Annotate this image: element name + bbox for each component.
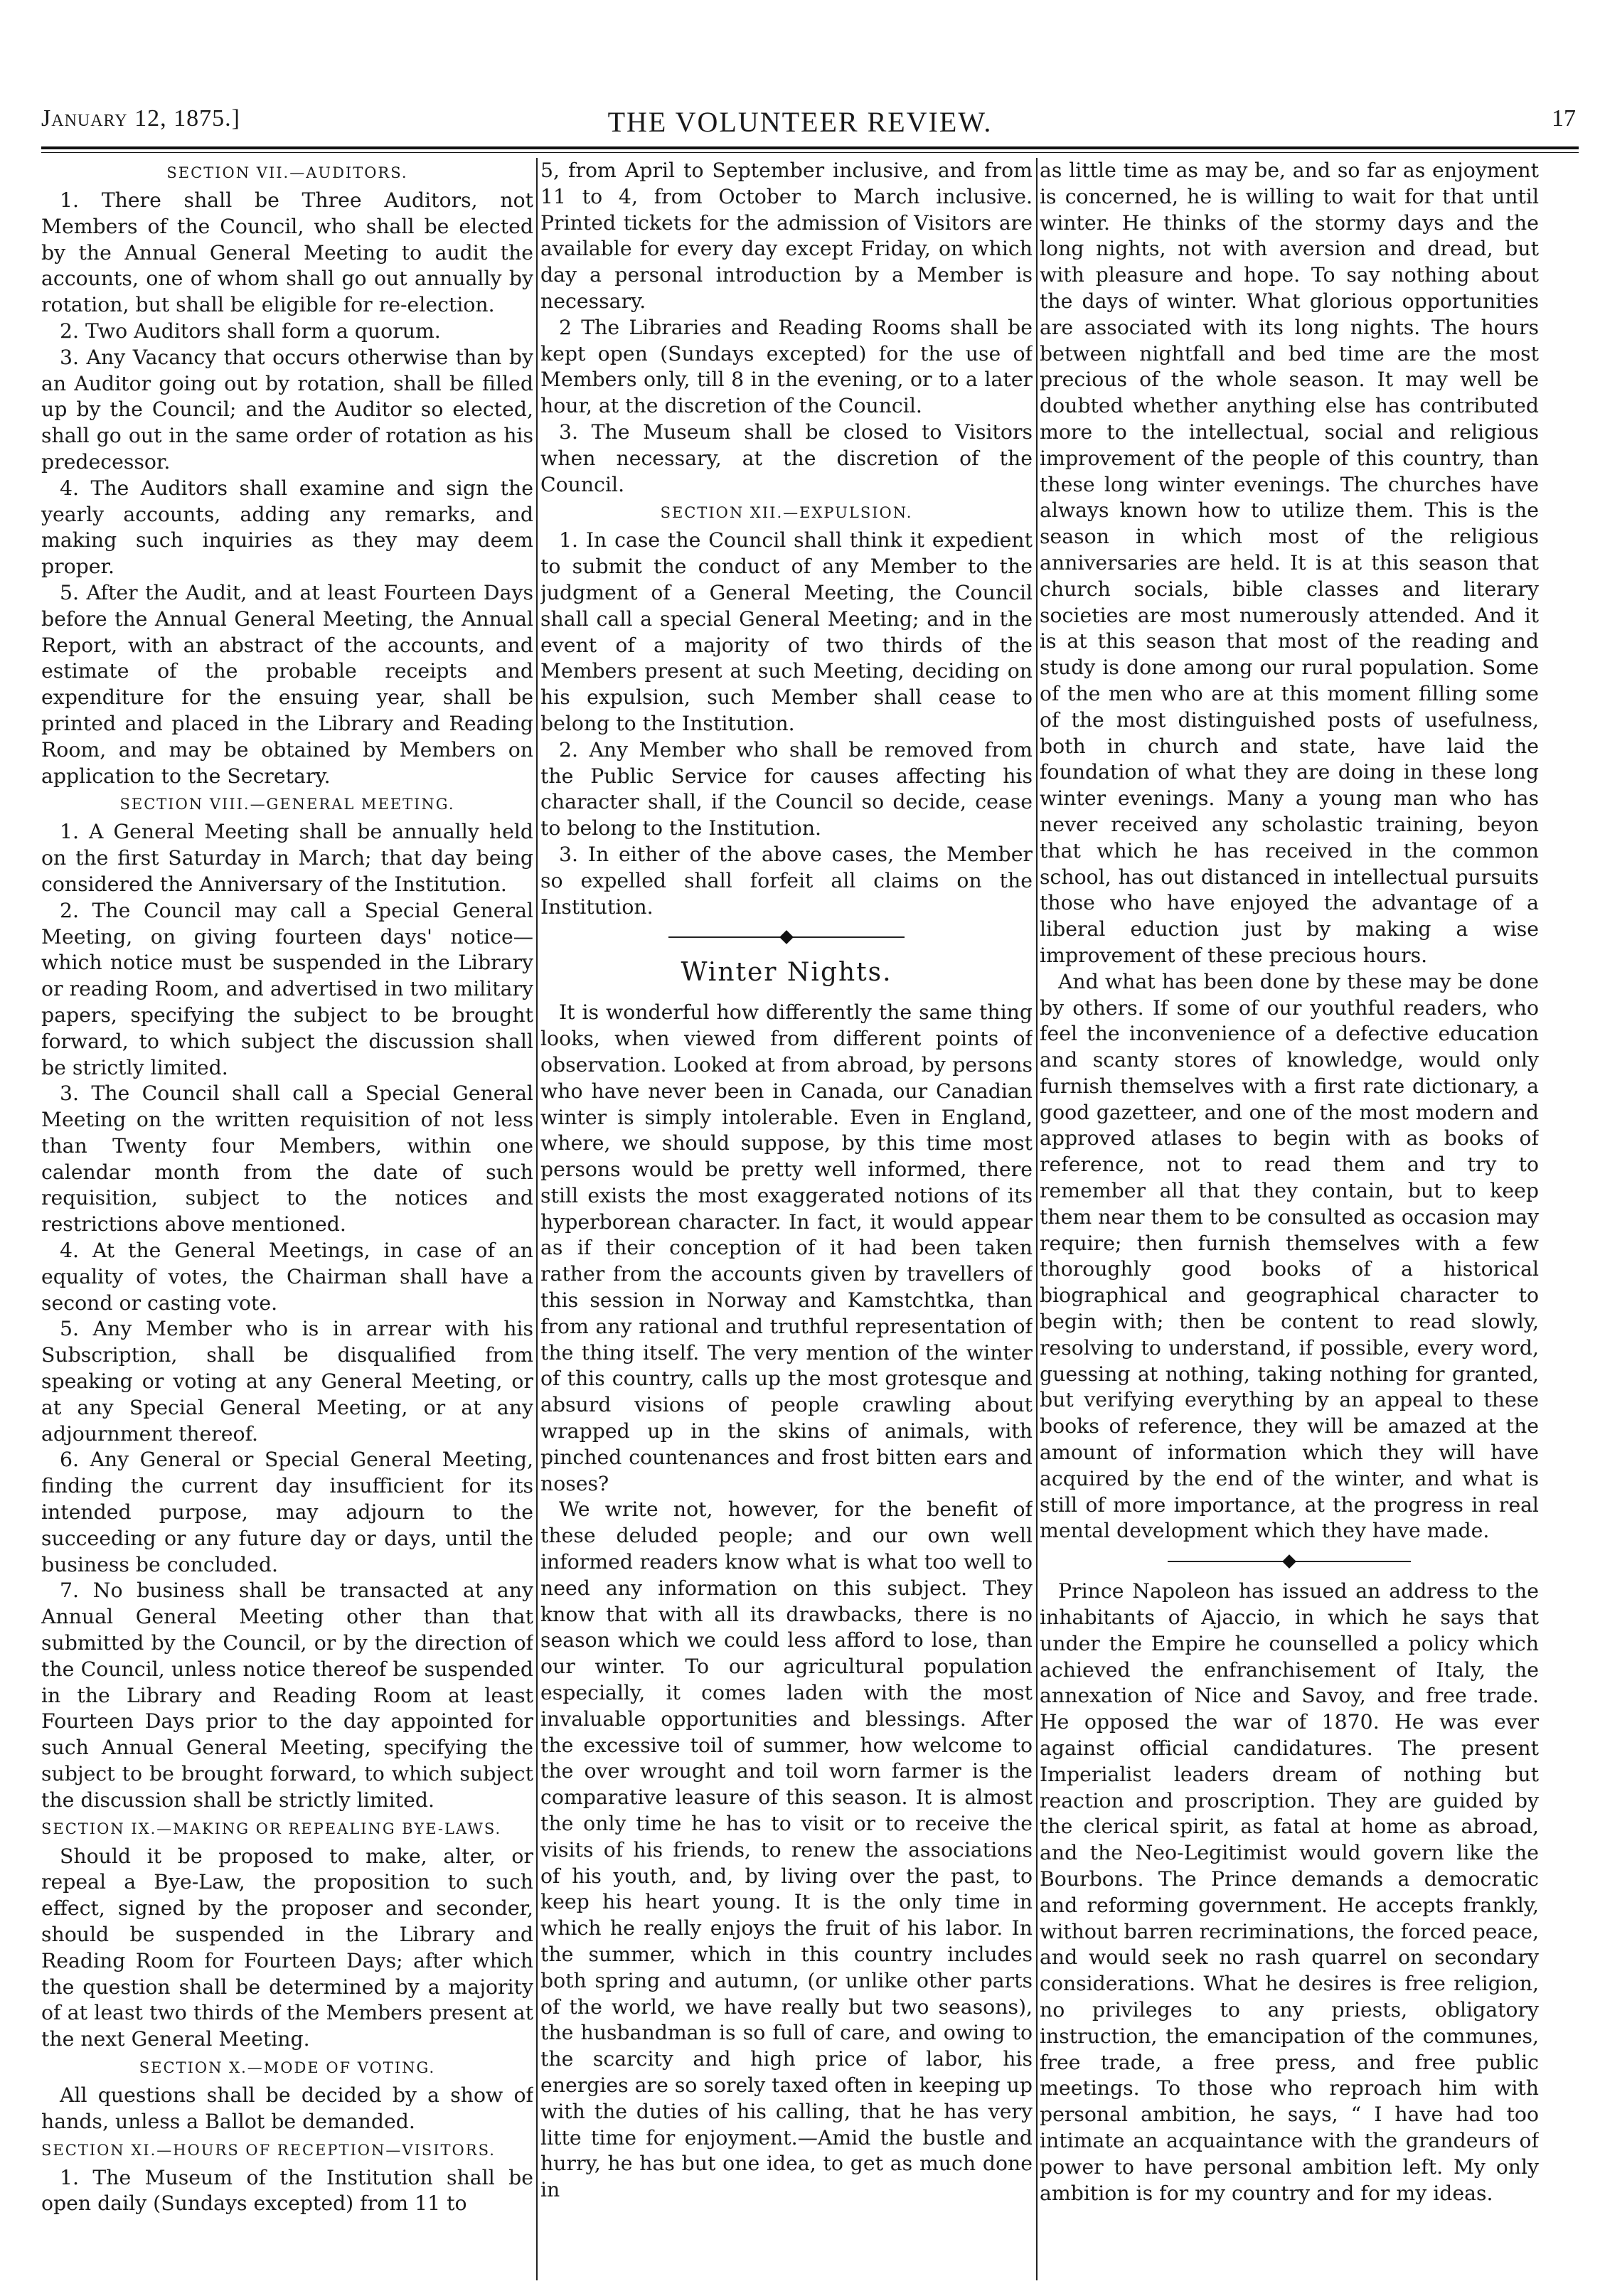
paragraph: Should it be proposed to make, alter, or repeal a Bye-Law, the proposition to such effect, signed by the proposer and seconder, should be suspended in the Library and Reading Room for Fourteen Days; after which the question shall be determined by a majority of at least two thirds of the Members present at the next General Meeting. [41, 1844, 533, 2051]
issue-date: January 12, 1875.] [41, 105, 240, 132]
paragraph: We write not, however, for the benefit of these deluded people; and our own well informed readers know what is what too well to need any information on this subject. They know that with all its drawbacks, there is no season which we could less afford to lose, than our winter. To our agricultural population especially, it comes laden with the most invaluable opportunities and blessings. After the excessive toil of summer, how welcome to the over wrought and toil worn farmer is the comparative leasure of this season. It is almost the only time he has to visit or to receive the visits of his friends, to renew the associations of his youth, and, by living over the past, to keep his heart young. It is the only time in which he really enjoys the fruit of his labor. In the summer, which in this country includes both spring and autumn, (or unlike other parts of the world, we have really but two seasons), the husbandman is so full of care, and owing to the scarcity and high price of labor, his energies are so sorely taxed often in keeping up with the duties of his calling, that he has very litte time for enjoyment.—Amid the bustle and hurry, he has but one idea, to get as much done in [540, 1497, 1033, 2202]
paragraph: 1. The Museum of the Institution shall be open daily (Sundays excepted) from 11 to [41, 2165, 533, 2216]
paragraph: 5. After the Audit, and at least Fourteen Days before the Annual General Meeting, the Annual Report, with an abstract of the accounts, and estimate of the probable receipts and expenditure for the ensuing year, shall be printed and placed in the Library and Reading Room, and may be obtained by Members on application to the Secretary. [41, 580, 533, 788]
column-2 [540, 158, 1033, 2280]
paragraph: 5. Any Member who is in arrear with his Subscription, shall be disqualified from speaking or voting at any General Meeting, or at any Special General Meeting, or at any adjournment thereof. [41, 1317, 533, 1446]
header-rule [41, 146, 1579, 149]
paragraph: 1. A General Meeting shall be annually held on the first Saturday in March; that day being considered the Anniversary of the Institution. [41, 820, 533, 896]
article-divider [1040, 1552, 1539, 1571]
paragraph: It is wonderful how differently the same thing looks, when viewed from different points of observation. Looked at from abroad, by persons who have never been in Canada, our Canadian winter is simply intolerable. Even in England, where, we should suppose, by this time most persons would be pretty well informed, there still exists the most exaggerated notions of its hyperborean character. In fact, it would appear as if their conception of it had been taken rather from the accounts given by travellers of this session in Norway and Kamstchtka, than from any rational and truthful representation of the thing itself. The very mention of the winter of this country, calls up the most grotesque and absurd visions of people crawling about wrapped up in the skins of animals, with pinched countenances and frost bitten ears and noses? [540, 1000, 1033, 1495]
section-heading: SECTION VII.—AUDITORS. [166, 164, 408, 181]
paragraph: 4. The Auditors shall examine and sign the yearly accounts, adding any remarks, and making such inquiries as they may deem proper. [41, 476, 533, 579]
column-divider [536, 158, 538, 2280]
section-heading: SECTION X.—MODE OF VOTING. [139, 2059, 436, 2076]
paragraph: 3. Any Vacancy that occurs otherwise than by an Auditor going out by rotation, shall be filled up by the Council; and the Auditor so elected, shall go out in the same order of rotation as his predecessor. [41, 345, 533, 474]
paragraph: All questions shall be decided by a show of hands, unless a Ballot be demanded. [41, 2083, 533, 2133]
paragraph: 2. The Council may call a Special General Meeting, on giving fourteen days' notice—which notice must be suspended in the Library or reading Room, and advertised in two military papers, specifying the subject to be brought forward, to which subject the discussion shall be strictly limited. [41, 898, 533, 1079]
section-heading: SECTION VIII.—GENERAL MEETING. [119, 796, 455, 813]
masthead-title: THE VOLUNTEER REVIEW. [607, 106, 993, 138]
paragraph: And what has been done by these may be done by others. If some of our youthful readers, who feel the inconvenience of a defective education and scanty stores of knowledge, would only furnish themselves with a first rate dictionary, a good gazetteer, and one of the most modern and approved atlases to begin with as books of reference, not to read them and try to remember all that they contain, but to keep them near them to be consulted as occasion may require; then furnish themselves with a few thoroughly good books of a historical biographical and geographical character to begin with; then be content to read slowly, resolving to understand, if possible, every word, guessing at nothing, taking nothing for granted, but verifying everything by an appeal to these books of reference, they will be amazed at the amount of information which they will have acquired by the end of the winter, and what is still of more importance, at the progress in real mental development which they have made. [1040, 969, 1539, 1543]
paragraph: 6. Any General or Special General Meeting, finding the current day insufficient for its intended purpose, may adjourn to the succeeding or any future day or days, until the business be concluded. [41, 1448, 533, 1576]
section-heading: SECTION IX.—MAKING OR REPEALING BYE-LAWS. [41, 1820, 502, 1837]
article-divider [540, 927, 1033, 947]
paragraph: 1. In case the Council shall think it expedient to submit the conduct of any Member to the judgment of a General Meeting, the Council shall call a special General Meeting; and in the event of a majority of two thirds of the Members present at such Meeting, deciding on his expulsion, such Member shall cease to belong to the Institution. [540, 528, 1033, 735]
column-3 [1040, 158, 1539, 2280]
paragraph: 7. No business shall be transacted at any Annual General Meeting other than that submitted by the Council, or by the direction of the Council, unless notice thereof be suspended in the Library and Reading Room at least Fourteen Days prior to the day appointed for such Annual General Meeting, specifying the subject to be brought forward, to which subject the discussion shall be strictly limited. [41, 1579, 533, 1812]
header-rule-thin [41, 152, 1579, 153]
column-1 [41, 158, 533, 2280]
paragraph: as little time as may be, and so far as enjoyment is concerned, he is willing to wait for that until winter. He thinks of the stormy days and the long nights, not with aversion and dread, but with pleasure and hope. To say nothing about the days of winter. What glorious opportunities are associated with its long nights. The hours between nightfall and bed time are the most precious of the whole season. It may well be doubted whether anything else has contributed more to the intellectual, social and religious improvement of the people of this country, than these long winter evenings. The churches have always known how to utilize them. This is the season in which most of the religious anniversaries are held. It is at this season that church socials, bible classes and literary societies are most numerously attended. And it is at this season that most of the reading and study is done among our rural population. Some of the men who are at this moment filling some of the most distinguished posts of usefulness, both in church and state, have laid the foundation of what they are doing in these long winter evenings. Many a young man who has never received any scholastic training, beyon that which he has received in the common school, has out distanced in intellectual pursuits those who have enjoyed the advantage of a liberal eduction just by making a wise improvement of these precious hours. [1040, 159, 1539, 967]
paragraph: 2 The Libraries and Reading Rooms shall be kept open (Sundays excepted) for the use of Members only, till 8 in the evening, or to a later hour, at the discretion of the Council. [540, 315, 1033, 418]
paragraph: 3. The Council shall call a Special General Meeting on the written requisition of not less than Twenty four Members, within one calendar month from the date of such requisition, subject to the notices and restrictions above mentioned. [41, 1082, 533, 1237]
article-title: Winter Nights. [681, 958, 892, 988]
section-heading: SECTION XI.—HOURS OF RECEPTION—VISITORS. [41, 2141, 496, 2159]
section-heading: SECTION XII.—EXPULSION. [660, 504, 913, 522]
paragraph: Prince Napoleon has issued an address to the inhabitants of Ajaccio, in which he says that under the Empire he counselled a policy which achieved the enfranchisement of Italy, the annexation of Nice and Savoy, and free trade. He opposed the war of 1870. He was ever against official candidatures. The present Imperialist leaders dream of nothing but reaction and proscription. They are guided by the clerical spirit, as fatal at home as abroad, and the Neo-Legitimist would govern like the Bourbons. The Prince demands a democratic and reforming government. He accepts frankly, without barren recriminations, the forced peace, and would seek no rash quarrel on secondary considerations. What he desires is free religion, no privileges to any priests, obligatory instruction, the emancipation of the communes, free trade, a free press, and free public meetings. To those who reproach him with personal ambition, he says, “ I have had too intimate an acquaintance with the grandeurs of power to have personal ambition left. My only ambition is for my country and for my ideas. [1040, 1579, 1539, 2205]
paragraph: 3. The Museum shall be closed to Visitors when necessary, at the discretion of the Council. [540, 420, 1033, 496]
paragraph: 2. Two Auditors shall form a quorum. [60, 319, 441, 343]
page-number: 17 [1552, 105, 1576, 132]
paragraph: 4. At the General Meetings, in case of an equality of votes, the Chairman shall have a second or casting vote. [41, 1239, 533, 1315]
paragraph: 5, from April to September inclusive, and from 11 to 4, from October to March inclusive. Printed tickets for the admission of Visitors are available for every day except Friday, on which day a personal introduction by a Member is necessary. [540, 159, 1033, 313]
paragraph: 1. There shall be Three Auditors, not Members of the Council, who shall be elected by the Annual General Meeting to audit the accounts, one of whom shall go out annually by rotation, but shall be eligible for re-election. [41, 188, 533, 317]
column-divider [1036, 158, 1038, 2280]
paragraph: 2. Any Member who shall be removed from the Public Service for causes affecting his character shall, if the Council so decide, cease to belong to the Institution. [540, 737, 1033, 840]
paragraph: 3. In either of the above cases, the Member so expelled shall forfeit all claims on the Institution. [540, 842, 1033, 919]
